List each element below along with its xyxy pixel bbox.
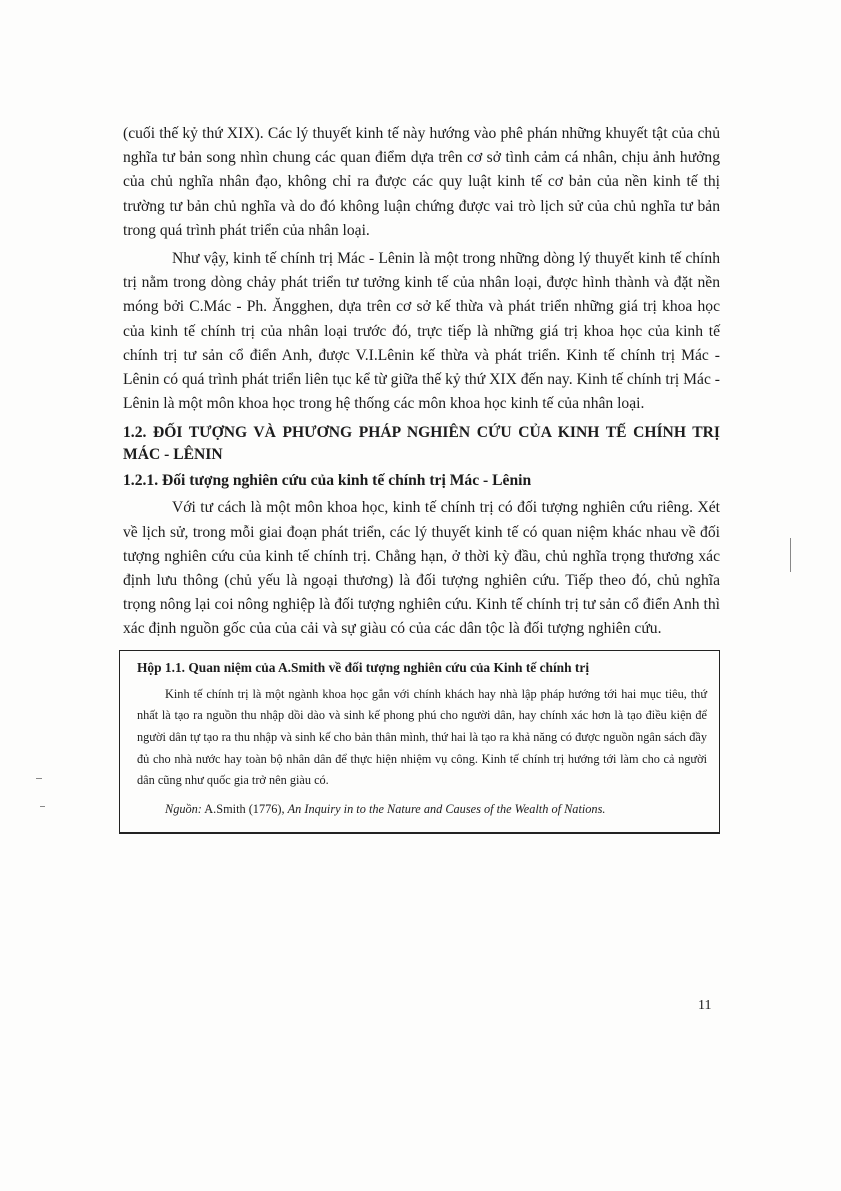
box-title: Hộp 1.1. Quan niệm của A.Smith về đối tượng nghiên cứu của Kinh tế chính trị <box>137 659 590 675</box>
paragraph-research-object: Với tư cách là một môn khoa học, kinh tế chính trị có đối tượng nghiên cứu riêng. Xét về lịch sử, trong mỗi giai đoạn phát triển, các lý thuyết kinh tế có quan niệm khác nhau về đối tượng nghiên cứu của kinh tế chính trị. Chẳng hạn, ở thời kỳ đầu, chủ nghĩa trọng thương xác định lưu thông (chủ yếu là ngoại thương) là đối tượng nghiên cứu. Tiếp theo đó, chủ nghĩa trọng nông lại coi nông nghiệp là đối tượng nghiên cứu. Kinh tế chính trị tư sản cổ điển Anh thì xác định nguồn gốc của của cải và sự giàu có của các dân tộc là đối tượng nghiên cứu. <box>123 499 720 638</box>
box-body: Kinh tế chính trị là một ngành khoa học gắn với chính khách hay nhà lập pháp hướng tới hai mục tiêu, thứ nhất là tạo ra nguồn thu nhập dồi dào và sinh kế phong phú cho người dân, hay chính xác hơn là tạo điều kiện để người dân tự tạo ra thu nhập và sinh kế cho bản thân mình, thứ hai là tạo ra khả năng có được nguồn ngân sách đầy đủ cho nhà nước hay toàn bộ nhân dân để thực hiện nhiệm vụ công. Kinh tế chính trị hướng tới làm cho cả người dân cũng như quốc gia trở nên giàu có. <box>137 686 707 788</box>
paragraph-marxist-economics: Như vậy, kinh tế chính trị Mác - Lênin là một trong những dòng lý thuyết kinh tế chính trị nằm trong dòng chảy phát triển tư tưởng kinh tế của nhân loại, được hình thành và đặt nền móng bởi C.Mác - Ph. Ăngghen, dựa trên cơ sở kế thừa và phát triển những giá trị khoa học của kinh tế chính trị của nhân loại trước đó, trực tiếp là những giá trị khoa học của kinh tế chính trị tư sản cổ điển Anh, được V.I.Lênin kế thừa và phát triển. Kinh tế chính trị Mác - Lênin có quá trình phát triển liên tục kể từ giữa thế kỷ thứ XIX đến nay. Kinh tế chính trị Mác - Lênin là một môn khoa học trong hệ thống các môn khoa học kinh tế của nhân loại. <box>123 250 720 413</box>
subsection-heading: 1.2.1. Đối tượng nghiên cứu của kinh tế chính trị Mác - Lênin <box>123 472 532 490</box>
info-box <box>119 650 720 835</box>
page-number: 11 <box>698 998 712 1013</box>
source-author: A.Smith (1776), <box>204 802 285 817</box>
source-title: An Inquiry in to the Nature and Causes of the Wealth of Nations. <box>287 802 606 817</box>
section-heading: 1.2. ĐỐI TƯỢNG VÀ PHƯƠNG PHÁP NGHIÊN CỨU CỦA KINH TẾ CHÍNH TRỊ MÁC - LÊNIN <box>123 424 720 464</box>
scan-mark <box>790 538 791 572</box>
scan-mark <box>40 806 45 807</box>
paragraph-intro: (cuối thế kỷ thứ XIX). Các lý thuyết kinh tế này hướng vào phê phán những khuyết tật của chủ nghĩa tư bản song nhìn chung các quan điểm dựa trên cơ sở tình cảm cá nhân, chịu ảnh hưởng của chủ nghĩa nhân đạo, không chỉ ra được các quy luật kinh tế cơ bản của nền kinh tế thị trường tư bản chủ nghĩa và do đó không luận chứng được vai trò lịch sử của chủ nghĩa tư bản trong quá trình phát triển của nhân loại. <box>123 125 720 239</box>
box-source <box>137 797 707 822</box>
source-label: Nguồn: <box>165 802 202 817</box>
page-content <box>123 122 720 834</box>
scan-mark <box>36 778 42 779</box>
